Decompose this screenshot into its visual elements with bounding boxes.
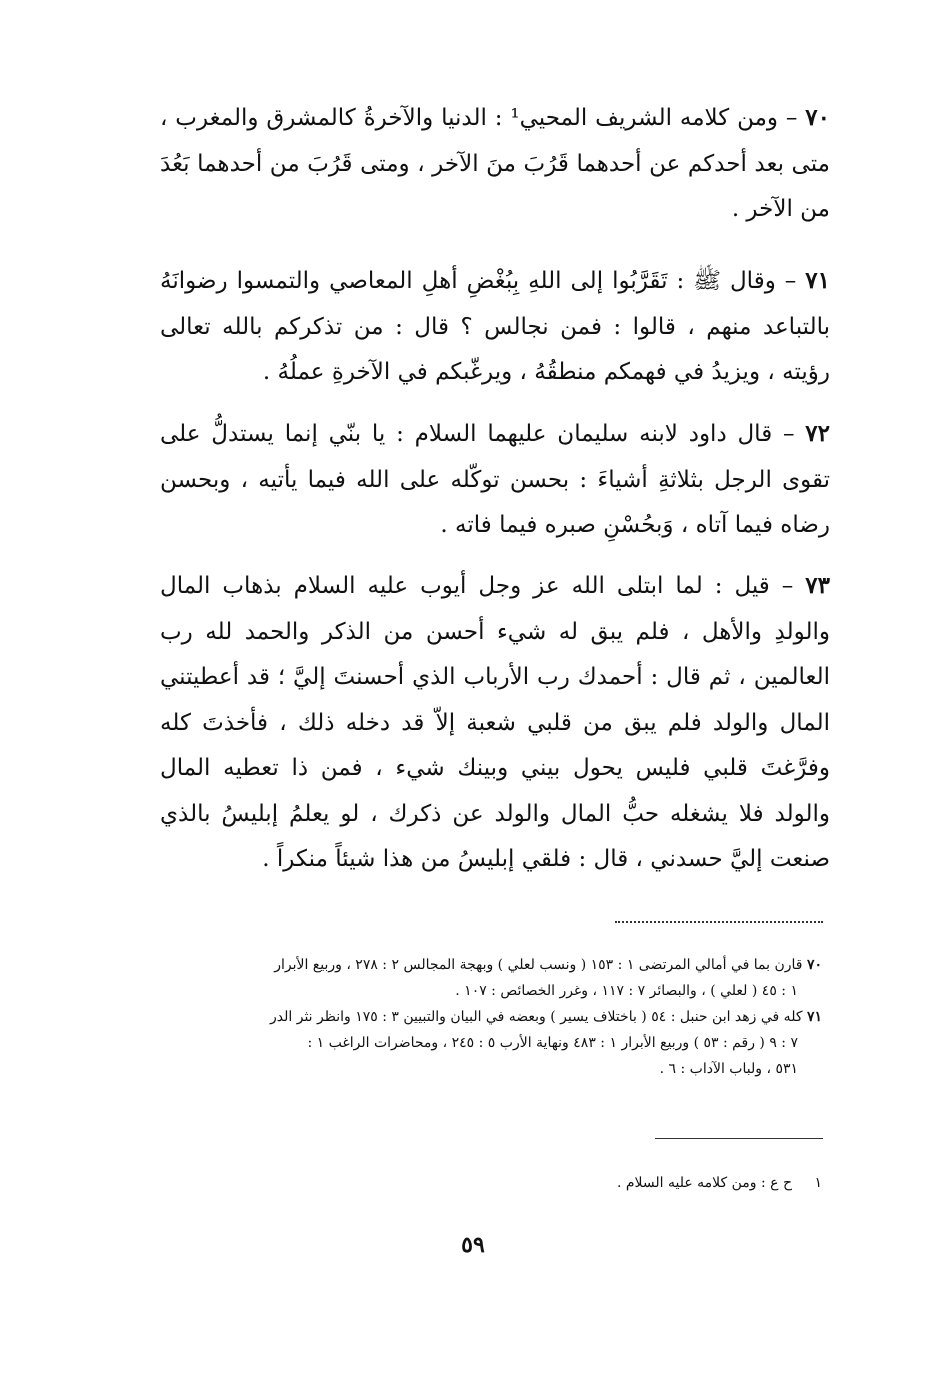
footnote-separator — [655, 1138, 823, 1139]
paragraph-text: – ومن كلامه الشريف المحيي¹ : الدنيا والآخرةُ كالمشرق والمغرب ، متى بعد أحدكم عن أحدهما قَرُبَ منَ الآخر ، ومتى قَرُبَ من أحدهما بَعُدَ من الآخر . — [160, 105, 830, 222]
note-line — [160, 1004, 822, 1030]
note-line — [160, 952, 822, 978]
paragraph-number: ٧٠ — [805, 104, 830, 131]
note-text: كله في زهد ابن حنبل : ٥٤ ( باختلاف يسير ) وبعضه في البيان والتبيين ٣ : ١٧٥ وانظر نثر الدر — [270, 1009, 807, 1025]
note-line: ٧ : ٩ ( رقم : ٥٣ ) وربيع الأبرار ١ : ٤٨٣ ونهاية الأرب ٥ : ٢٤٥ ، ومحاضرات الراغب ١ : — [307, 1035, 798, 1051]
note-70 — [160, 952, 822, 1004]
note-71 — [160, 1004, 822, 1082]
source-notes — [160, 952, 822, 1082]
paragraph-70 — [160, 95, 830, 233]
footnote-text: ح ع : ومن كلامه عليه السلام . — [616, 1175, 793, 1191]
note-number: ٧١ — [806, 1009, 822, 1025]
paragraph-number: ٧٢ — [805, 420, 830, 447]
paragraph-71 — [160, 258, 830, 396]
paragraph-number: ٧٣ — [805, 572, 830, 599]
paragraph-text: – وقال ﷺ : تَقَرَّبُوا إلى اللهِ بِبُغْضِ أهلِ المعاصي والتمسوا رضوانَهُ بالتباعد منهم ، قالوا : فمن نجالس ؟ قال : من تذكركم بالله تعالى رؤيته ، ويزيدُ في فهمكم منطقُهُ ، ويرغّبكم في الآخرةِ عملُهُ . — [160, 268, 830, 385]
notes-separator — [615, 921, 823, 923]
paragraph-72 — [160, 411, 830, 549]
footnote — [400, 1170, 822, 1196]
footnote-number: ١ — [814, 1175, 822, 1191]
paragraph-text: – قال داود لابنه سليمان عليهما السلام : يا بنّي إنما يستدلُّ على تقوى الرجل بثلاثةِ أشياءَ : بحسن توكّله على الله فيما يأتيه ، وبحسن رضاه فيما آتاه ، وَبحُسْنِ صبره فيما فاته . — [160, 421, 830, 538]
page-number: ٥٩ — [461, 1232, 485, 1258]
note-line: ١ : ٤٥ ( لعلي ) ، والبصائر ٧ : ١١٧ ، وغرر الخصائص : ١٠٧ . — [455, 983, 798, 999]
paragraph-text: – قيل : لما ابتلى الله عز وجل أيوب عليه السلام بذهاب المال والولدِ والأهل ، فلم يبق له شيء أحسن من الذكر والحمد لله رب العالمين ، ثم قال : أحمدك رب الأرباب الذي أحسنتَ إليَّ ؛ قد أعطيتني المال والولد فلم يبق من قلبي شعبة إلاّ قد دخله ذلك ، فأخذتَ كله وفرَّغتَ قلبي فليس يحول بيني وبينك شيء ، فمن ذا تعطيه المال والولد فلا يشغله حبُّ المال والولد عن ذكرك ، لو يعلمُ إبليسُ بالذي صنعت إليَّ حسدني ، قال : فلقي إبليسُ من هذا شيئاً منكراً . — [160, 573, 830, 872]
note-number: ٧٠ — [806, 957, 822, 973]
note-text: قارن بما في أمالي المرتضى ١ : ١٥٣ ( ونسب لعلي ) وبهجة المجالس ٢ : ٢٧٨ ، وربيع الأبرار — [274, 957, 807, 973]
note-line: ٥٣١ ، ولباب الآداب : ٦ . — [659, 1061, 798, 1077]
paragraph-number: ٧١ — [805, 267, 830, 294]
paragraph-73 — [160, 563, 830, 883]
